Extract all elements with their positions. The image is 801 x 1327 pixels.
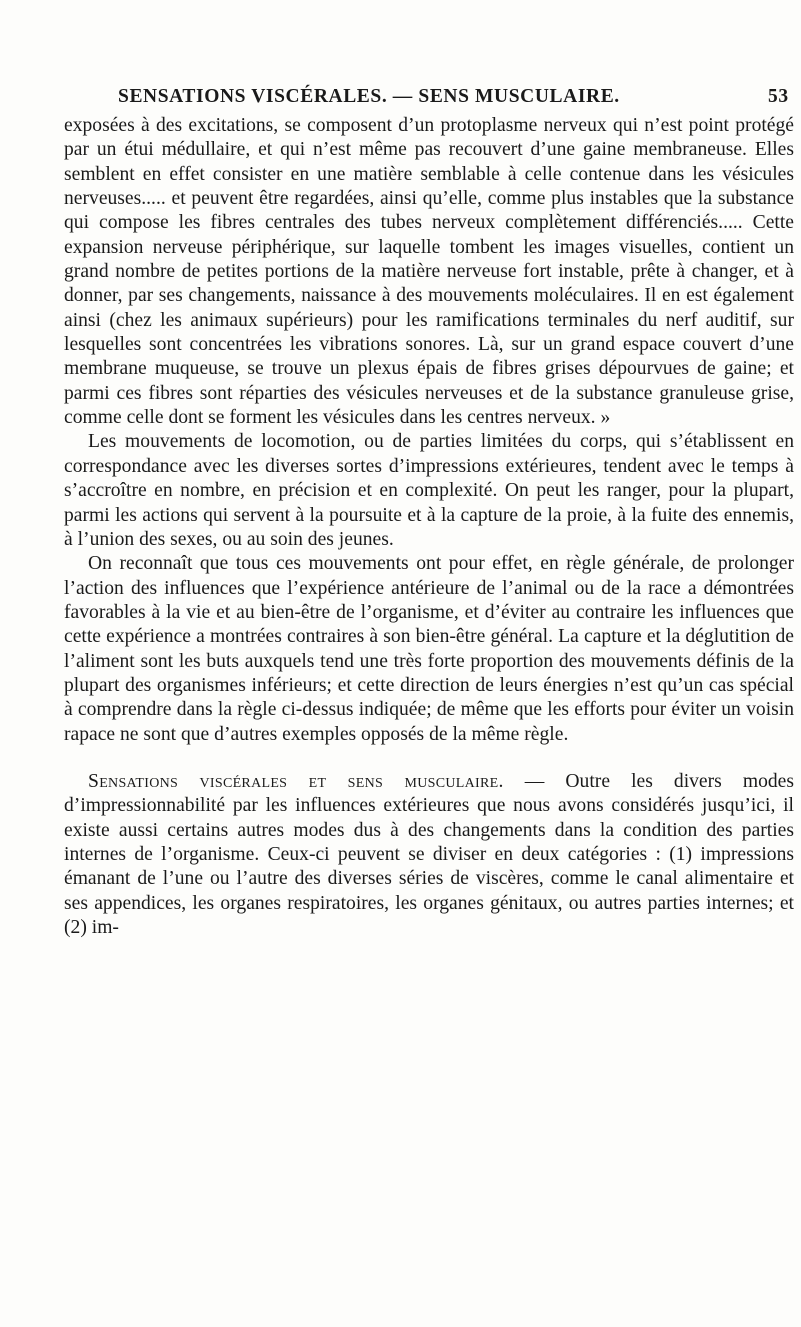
page-number: 53 <box>768 86 789 107</box>
paragraph: On reconnaît que tous ces mouvements ont pour effet, en règle générale, de prolonger l’action des influences que l’expérience antérieure de l’animal ou de la race a démontrées favorables à la vie et au bien-être de l’organisme, et d’éviter au contraire les influences que cette expérience a montrées contraires à son bien-être général. La capture et la déglutition de l’aliment sont les buts auxquels tend une très forte proportion des mouvements définis de la plupart des organismes inférieurs; et cette direction de leurs énergies n’est qu’un cas spécial à comprendre dans la règle ci-dessus indiquée; de même que les efforts pour éviter un voisin rapace ne sont que d’autres exemples opposés de la même règle. <box>64 553 794 745</box>
section-text: Outre les divers modes d’impressionnabilité par les influences extérieures que nous avons considérés jusqu’ici, il existe aussi certains autres modes dus à des changements dans la condition des parties internes de l’organisme. Ceux-ci peuvent se diviser en deux catégories : (1) impressions émanant de l’une ou l’autre des diverses séries de viscères, comme le canal alimentaire et ses appendices, les organes respiratoires, les organes génitaux, ou autres parties internes; et (2) im- <box>64 770 794 938</box>
section-heading: Sensations viscérales et sens musculaire. <box>88 770 504 792</box>
section-dash: — <box>503 770 566 792</box>
running-head-title: SENSATIONS VISCÉRALES. — SENS MUSCULAIRE. <box>118 86 620 107</box>
paragraph: exposées à des excitations, se composent d’un protoplasme nerveux qui n’est point protégé par un étui médullaire, et qui n’est même pas recouvert d’une gaine membraneuse. Elles semblent en effet consister en une matière semblable à celle contenue dans les vésicules nerveuses..... et peuvent être regardées, ainsi qu’elle, comme plus instables que la substance qui compose les fibres centrales des tubes nerveux complètement différenciés..... Cette expansion nerveuse périphérique, sur laquelle tombent les images visuelles, contient un grand nombre de petites portions de la matière nerveuse fort instable, prête à changer, et à donner, par ses changements, naissance à des mouvements moléculaires. Il en est également ainsi (chez les animaux supérieurs) pour les ramifications terminales du nerf auditif, sur lesquelles sont concentrées les vibrations sonores. Là, sur un grand espace couvert d’une membrane muqueuse, se trouve un plexus épais de fibres grises dépourvues de gaine; et parmi ces fibres sont réparties des vésicules nerveuses et de la substance granuleuse grise, comme celle dont se forment les vésicules dans les centres nerveux. » <box>64 115 794 429</box>
paragraph: Les mouvements de locomotion, ou de parties limitées du corps, qui s’établissent en correspondance avec les diverses sortes d’impressions extérieures, tendent avec le temps à s’accroître en nombre, en précision et en complexité. On peut les ranger, pour la plupart, parmi les actions qui servent à la poursuite et à la capture de la proie, à la fuite des ennemis, à l’union des sexes, ou au soin des jeunes. <box>64 431 794 550</box>
body-text <box>64 114 794 940</box>
section-paragraph <box>64 770 794 940</box>
running-head <box>118 86 801 114</box>
